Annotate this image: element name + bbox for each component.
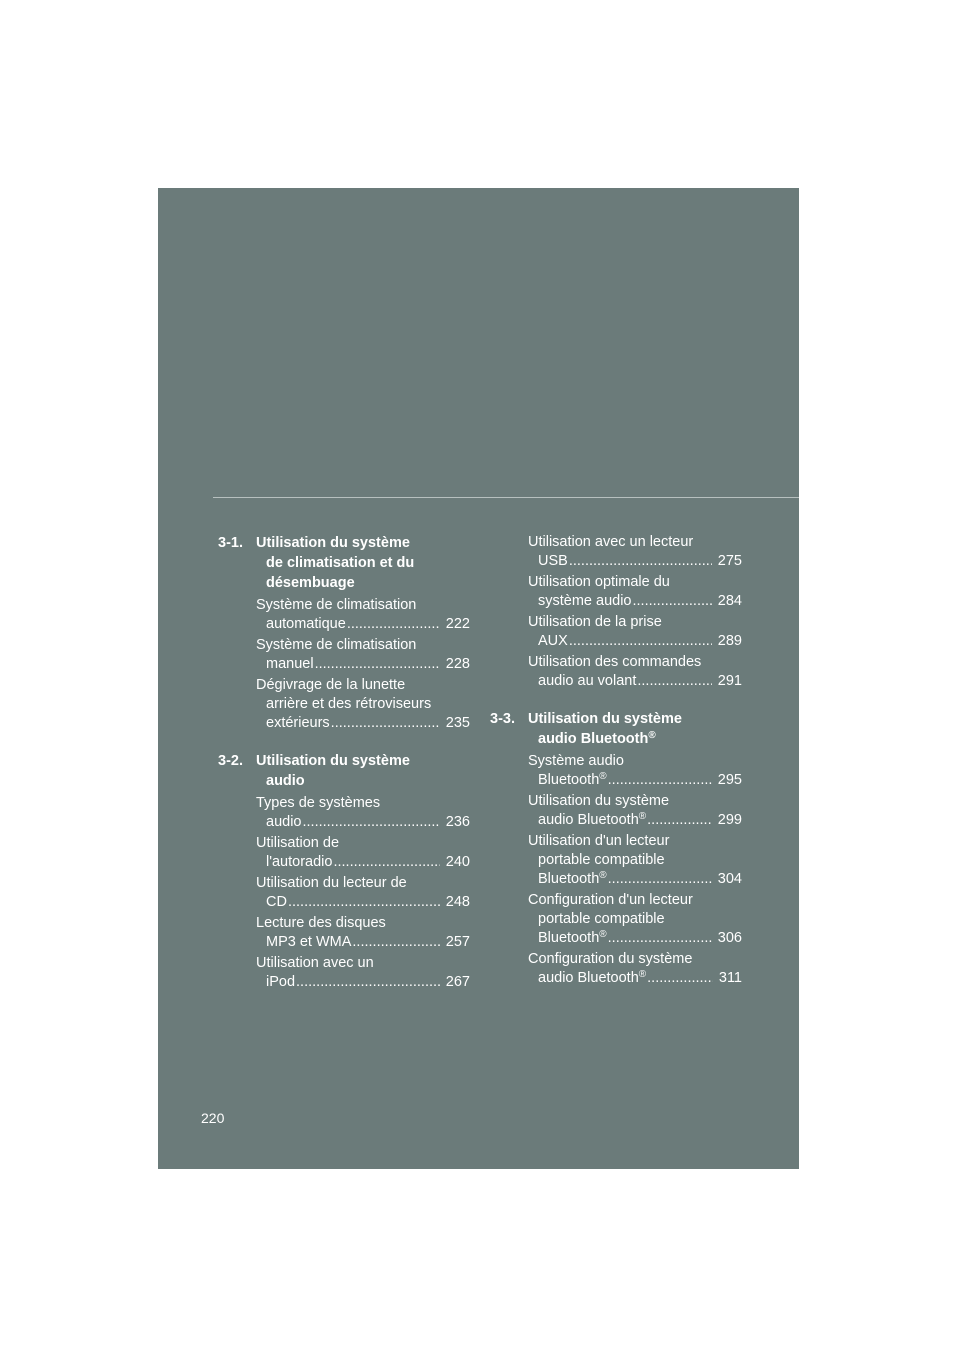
page-ref: 306 [717, 930, 742, 946]
toc-entry[interactable]: Dégivrage de la lunette arrière et des rétroviseurs extérieurs ..... 235 [218, 676, 470, 733]
section-title: Utilisation du système de climatisation et du désembuage [256, 535, 415, 591]
page-ref: 295 [717, 772, 742, 788]
toc-entry[interactable]: Utilisation avec un lecteur USB ..... 275 [490, 533, 742, 571]
toc-entry[interactable]: Utilisation du système audio Bluetooth® ..... 299 [490, 792, 742, 830]
page-ref: 299 [717, 812, 742, 828]
toc-entry[interactable]: Système de climatisation automatique ..... 222 [218, 596, 470, 634]
page-ref: 228 [445, 656, 470, 672]
page-ref: 248 [445, 894, 470, 910]
page-ref: 311 [718, 970, 742, 986]
toc-entry[interactable]: Utilisation du lecteur de CD ..... 248 [218, 874, 470, 912]
toc-entry[interactable]: Utilisation de la prise AUX ..... 289 [490, 613, 742, 651]
page-ref: 236 [445, 814, 470, 830]
page-ref: 257 [445, 934, 470, 950]
toc-entry[interactable]: Système audio Bluetooth® ..... 295 [490, 752, 742, 790]
page-number: 220 [201, 1110, 225, 1126]
section-title: Utilisation du système audio Bluetooth® [528, 711, 682, 747]
page-ref: 304 [717, 871, 742, 887]
section-number: 3-1. [218, 535, 243, 551]
toc-column-right [490, 533, 742, 1006]
toc-entry[interactable]: Configuration d'un lecteur portable compatible Bluetooth® ..... 306 [490, 891, 742, 948]
toc-entry[interactable]: Lecture des disques MP3 et WMA ..... 257 [218, 914, 470, 952]
section-number: 3-3. [490, 711, 515, 727]
toc-section-3-2-continued [490, 533, 742, 691]
page-ref: 222 [445, 616, 470, 632]
toc-section-3-1 [218, 533, 470, 733]
section-number: 3-2. [218, 753, 243, 769]
page-ref: 289 [717, 633, 742, 649]
section-title: Utilisation du système audio [256, 753, 410, 789]
page-ref: 275 [717, 553, 742, 569]
toc-entry[interactable]: Utilisation d'un lecteur portable compatible Bluetooth® ..... 304 [490, 832, 742, 889]
toc-entry[interactable]: Utilisation optimale du système audio ..... 284 [490, 573, 742, 611]
toc-entry[interactable]: Utilisation des commandes audio au volant ..... 291 [490, 653, 742, 691]
toc-entry[interactable]: Types de systèmes audio ..... 236 [218, 794, 470, 832]
divider-rule [213, 497, 799, 498]
page-ref: 267 [445, 974, 470, 990]
page-ref: 235 [445, 715, 470, 731]
page-ref: 284 [717, 593, 742, 609]
page-ref: 291 [717, 673, 742, 689]
toc-section-3-2 [218, 751, 470, 992]
toc-entry[interactable]: Utilisation de l'autoradio ..... 240 [218, 834, 470, 872]
toc-entry[interactable]: Utilisation avec un iPod ..... 267 [218, 954, 470, 992]
toc-column-left [218, 533, 470, 1010]
toc-entry[interactable]: Système de climatisation manuel ..... 228 [218, 636, 470, 674]
toc-entry[interactable]: Configuration du système audio Bluetooth® ..... 311 [490, 950, 742, 988]
toc-section-3-3 [490, 709, 742, 988]
page-ref: 240 [445, 854, 470, 870]
